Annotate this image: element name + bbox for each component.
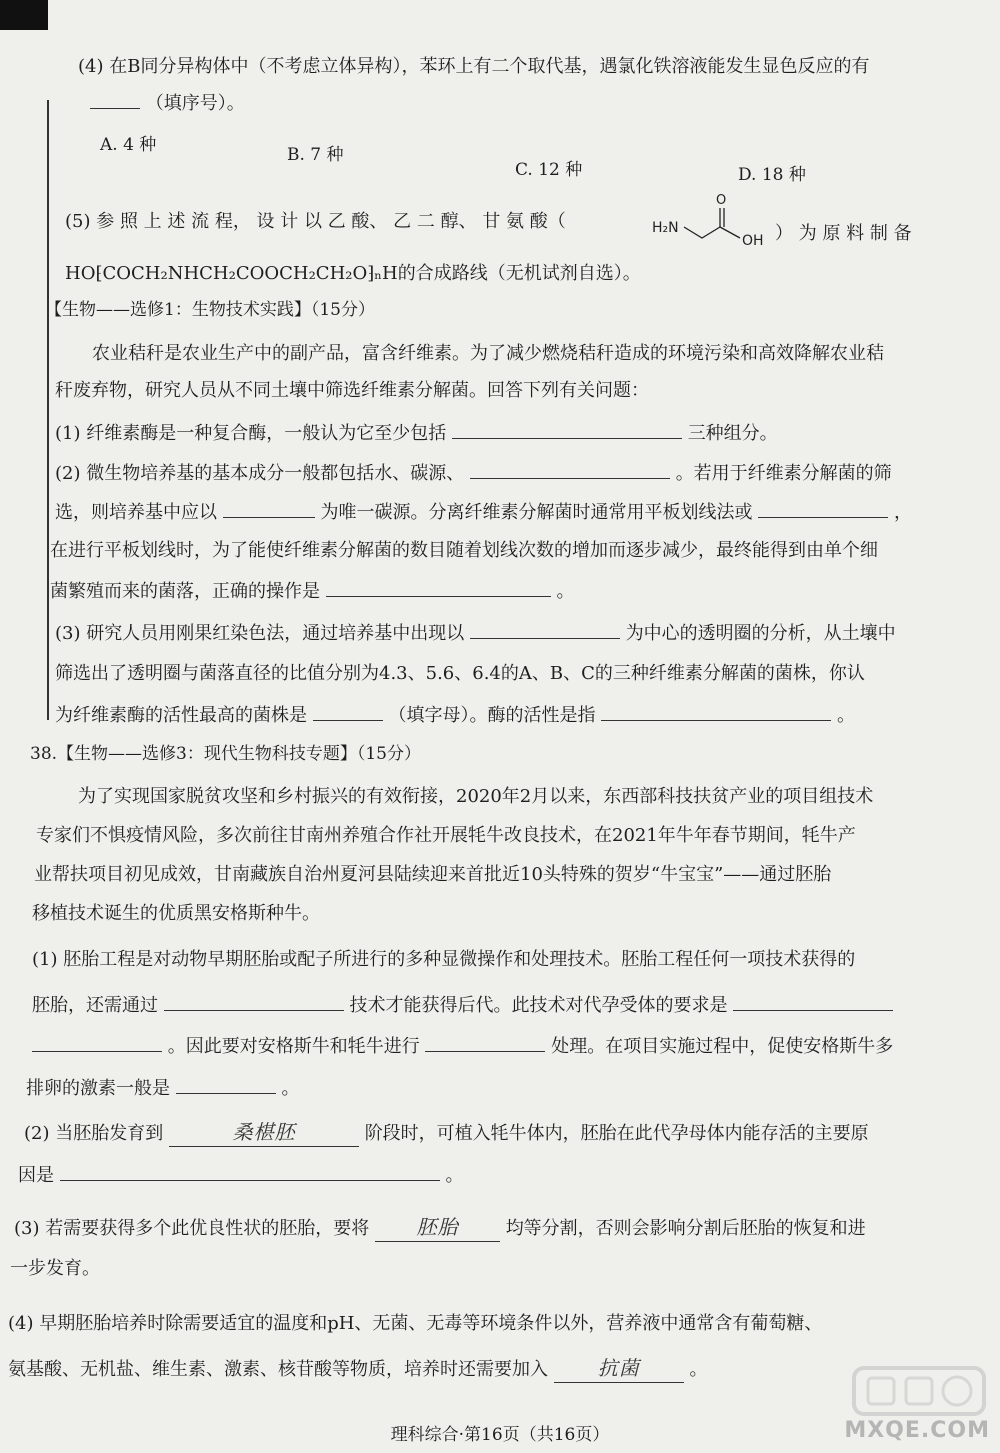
answer-blank[interactable] bbox=[470, 620, 620, 639]
q4-option-a: A. 4 种 bbox=[100, 135, 157, 155]
s38-q1-text-g: 。 bbox=[281, 1078, 300, 1099]
answer-blank[interactable] bbox=[425, 1033, 545, 1052]
s38-q1-text-f: 排卵的激素一般是 bbox=[26, 1078, 170, 1099]
answer-blank[interactable] bbox=[313, 702, 383, 721]
s38-q3-text-a: (3) 若需要获得多个此优良性状的胚胎，要将 bbox=[14, 1218, 370, 1239]
s37-q1 bbox=[55, 420, 778, 446]
s38-intro3: 业帮扶项目初见成效，甘南藏族自治州夏河县陆续迎来首批近10头特殊的贺岁“牛宝宝”——通过胚胎 bbox=[34, 864, 832, 885]
s38-q1-line3 bbox=[32, 1033, 893, 1059]
handwritten-answer: 抗菌 bbox=[597, 1356, 640, 1380]
answer-blank[interactable] bbox=[326, 578, 551, 597]
q4-option-c: C. 12 种 bbox=[515, 160, 583, 180]
s38-q1-line1: (1) 胚胎工程是对动物早期胚胎或配子所进行的多种显微操作和处理技术。胚胎工程任何一项技术获得的 bbox=[32, 949, 856, 970]
s37-q2-line1 bbox=[55, 460, 892, 486]
s37-q2-text-g: 菌繁殖而来的菌落，正确的操作是 bbox=[50, 581, 320, 602]
answer-blank[interactable] bbox=[176, 1075, 276, 1094]
page-footer: 理科综合·第16页（共16页） bbox=[390, 1425, 610, 1445]
margin-line bbox=[47, 100, 49, 720]
s37-q3-line2: 筛选出了透明圈与菌落直径的比值分别为4.3、5.6、6.4的A、B、C的三种纤维素分解菌的菌株，你认 bbox=[55, 663, 865, 684]
q4-line2 bbox=[90, 90, 245, 116]
s37-q3-text-a: (3) 研究人员用刚果红染色法，通过培养基中出现以 bbox=[55, 623, 465, 644]
s38-q2-line1 bbox=[24, 1120, 869, 1147]
q5-line1-b: ） 为 原 料 制 备 bbox=[775, 223, 912, 244]
oh-label: OH bbox=[742, 233, 764, 249]
s37-q2-text-a: (2) 微生物培养基的基本成分一般都包括水、碳源、 bbox=[55, 463, 465, 484]
s38-q2-text-d: 。 bbox=[445, 1165, 464, 1186]
answer-blank[interactable] bbox=[758, 499, 888, 518]
handwritten-answer: 胚胎 bbox=[416, 1215, 459, 1239]
answer-blank[interactable] bbox=[32, 1033, 162, 1052]
answer-blank[interactable] bbox=[733, 992, 893, 1011]
q5-line1-a: (5) 参 照 上 述 流 程， 设 计 以 乙 酸、 乙 二 醇、 甘 氨 酸（ bbox=[65, 211, 566, 232]
s37-q3-text-e: （填字母）。酶的活性是指 bbox=[388, 705, 596, 726]
s37-q1-text-a: (1) 纤维素酶是一种复合酶，一般认为它至少包括 bbox=[55, 423, 447, 444]
s38-q2-text-b: 阶段时，可植入牦牛体内，胚胎在此代孕母体内能存活的主要原 bbox=[364, 1123, 869, 1144]
glycine-oh-bond bbox=[720, 227, 740, 238]
s38-q3-text-b: 均等分割，否则会影响分割后胚胎的恢复和进 bbox=[505, 1218, 866, 1239]
s38-q1-text-e: 处理。在项目实施过程中，促使安格斯牛多 bbox=[551, 1036, 894, 1057]
s38-q1-text-c: 技术才能获得后代。此技术对代孕受体的要求是 bbox=[349, 995, 728, 1016]
s37-q3-text-f: 。 bbox=[836, 705, 855, 726]
q5-line2: HO⁅COCH₂NHCH₂COOCH₂CH₂O⁆ₙH的合成路线（无机试剂自选）。 bbox=[65, 263, 641, 284]
answer-blank[interactable] bbox=[60, 1162, 440, 1181]
s37-intro1: 农业秸秆是农业生产中的副产品，富含纤维素。为了减少燃烧秸秆造成的环境污染和高效降解农业秸 bbox=[92, 343, 884, 364]
answer-blank[interactable] bbox=[601, 702, 831, 721]
answer-blank-filled[interactable] bbox=[375, 1215, 500, 1242]
answer-blank[interactable] bbox=[164, 992, 344, 1011]
s37-q2-text-d: 为唯一碳源。分离纤维素分解菌时通常用平板划线法或 bbox=[320, 502, 753, 523]
s38-intro2: 专家们不惧疫情风险，多次前往甘南州养殖合作社开展牦牛改良技术，在2021年牛年春节期间，牦牛产 bbox=[36, 825, 856, 846]
s37-q2-line4 bbox=[50, 578, 574, 604]
s37-q2-line2 bbox=[55, 499, 912, 525]
s38-q2-text-a: (2) 当胚胎发育到 bbox=[24, 1123, 164, 1144]
s38-q1-text-b: 胚胎，还需通过 bbox=[32, 995, 158, 1016]
s37-q3-line3 bbox=[55, 702, 855, 728]
s38-q1-line4 bbox=[26, 1075, 299, 1101]
s37-q2-text-h: 。 bbox=[556, 581, 575, 602]
s38-q2-line2 bbox=[18, 1162, 463, 1188]
s38-intro4: 移植技术诞生的优质黑安格斯种牛。 bbox=[32, 903, 320, 924]
s37-q2-text-e: ， bbox=[893, 502, 912, 523]
glycine-bond-chain bbox=[684, 227, 720, 238]
s38-intro1: 为了实现国家脱贫攻坚和乡村振兴的有效衔接，2020年2月以来，东西部科技扶贫产业的项目组技术 bbox=[78, 786, 874, 807]
s38-q4-line1: (4) 早期胚胎培养时除需要适宜的温度和pH、无菌、无毒等环境条件以外，营养液中通常含有葡萄糖、 bbox=[8, 1313, 823, 1334]
answer-blank[interactable] bbox=[90, 90, 140, 109]
s38-q4-text-b: 氨基酸、无机盐、维生素、激素、核苷酸等物质，培养时还需要加入 bbox=[8, 1359, 548, 1380]
scan-corner-mark bbox=[0, 0, 48, 30]
nh2-label: H₂N bbox=[652, 220, 679, 236]
s38-q2-text-c: 因是 bbox=[18, 1165, 54, 1186]
handwritten-answer: 桑椹胚 bbox=[232, 1120, 296, 1144]
s37-q2-text-b: 。若用于纤维素分解菌的筛 bbox=[675, 463, 892, 484]
s38-heading: 38.【生物——选修3：现代生物科技专题】（15分） bbox=[30, 744, 421, 764]
s37-q2-text-c: 选，则培养基中应以 bbox=[55, 502, 217, 523]
s37-q3-text-b: 为中心的透明圈的分析，从土壤中 bbox=[625, 623, 896, 644]
glycine-structure bbox=[640, 190, 790, 260]
answer-blank[interactable] bbox=[452, 420, 682, 439]
s38-q3-line1 bbox=[14, 1215, 866, 1242]
answer-blank[interactable] bbox=[470, 460, 670, 479]
q4-option-b: B. 7 种 bbox=[287, 145, 344, 165]
s37-intro2: 秆废弃物，研究人员从不同土壤中筛选纤维素分解菌。回答下列有关问题： bbox=[55, 380, 649, 401]
watermark-text: MXQE.COM bbox=[844, 1418, 990, 1443]
s38-q1-line2 bbox=[32, 992, 893, 1018]
q4-line2-suffix: （填序号）。 bbox=[145, 93, 245, 114]
s37-q3-line1 bbox=[55, 620, 896, 646]
s38-q4-line2 bbox=[8, 1356, 707, 1383]
answer-blank-filled[interactable] bbox=[554, 1356, 684, 1383]
answer-blank-filled[interactable] bbox=[169, 1120, 359, 1147]
oxygen-label: O bbox=[716, 193, 727, 208]
s38-q1-text-d: 。因此要对安格斯牛和牦牛进行 bbox=[167, 1036, 420, 1057]
s37-heading: 【生物——选修1：生物技术实践】（15分） bbox=[45, 300, 375, 320]
q4-line1: (4) 在B同分异构体中（不考虑立体异构），苯环上有二个取代基，遇氯化铁溶液能发生显色反应的有 bbox=[78, 56, 870, 77]
answer-blank[interactable] bbox=[223, 499, 315, 518]
s37-q3-text-d: 为纤维素酶的活性最高的菌株是 bbox=[55, 705, 307, 726]
s37-q2-line3: 在进行平板划线时，为了能使纤维素分解菌的数目随着划线次数的增加而逐步减少，最终能得到由单个细 bbox=[50, 540, 878, 561]
s38-q4-text-c: 。 bbox=[689, 1359, 708, 1380]
s38-q3-line2: 一步发育。 bbox=[10, 1258, 100, 1279]
s37-q1-text-b: 三种组分。 bbox=[687, 423, 778, 444]
q4-option-d: D. 18 种 bbox=[738, 165, 806, 185]
